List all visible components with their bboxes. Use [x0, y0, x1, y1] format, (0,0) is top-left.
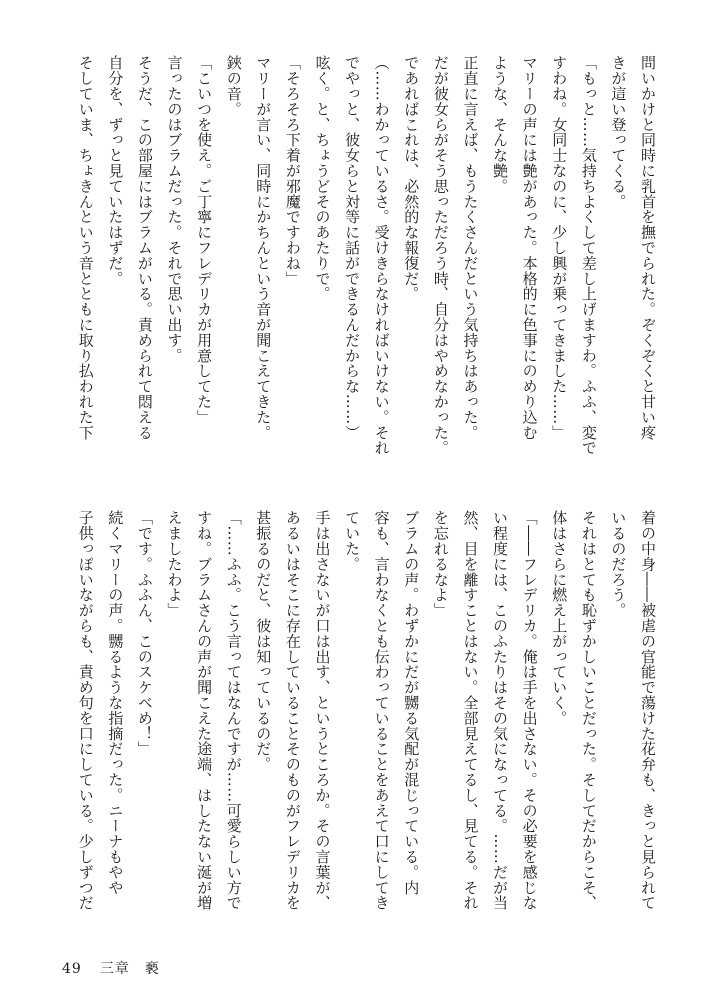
text-line: ような、そんな艶。 [491, 55, 510, 194]
text-line: 呟く。と、ちょうどそのあたりで。 [313, 55, 332, 302]
text-line: そうだ、この部屋にはブラムがいる。責められて悶える [135, 55, 154, 440]
chapter-title: 三章 褻 [99, 961, 160, 977]
text-line: ていた。 [343, 510, 362, 572]
text-line: 「……ふふ。こう言ってはなんですが……可愛らしい方で [224, 510, 243, 911]
text-line: 着の中身――被虐の官能で蕩けた花弁も、きっと見られて [639, 510, 657, 911]
text-line: すね。ブラムさんの声が聞こえた途端、はしたない涎が増 [195, 510, 214, 911]
text-line: えましたわよ」 [165, 510, 184, 618]
text-line: （……わかっているさ。受けきらなければいけない。それ [372, 55, 391, 456]
text-line: を忘れるなよ」 [431, 510, 450, 618]
text-line: 鋏の音。 [224, 55, 243, 117]
text-line: 「です。ふふん、このスケベめ！」 [135, 510, 154, 757]
folio [62, 958, 178, 978]
text-block-lower [48, 510, 655, 953]
text-line: 「こいつを使え。ご丁寧にフレデリカが用意してた」 [195, 55, 214, 425]
text-line: いるのだろう。 [609, 510, 628, 618]
text-line: マリーの声には艶があった。本格的に色事にのめり込む [520, 55, 539, 440]
text-line: 甚振るのだと、彼は知っているのだ。 [254, 510, 273, 772]
text-line: い程度には、このふたりはその気になってる。……だが当 [491, 510, 510, 911]
text-line: 問いかけと同時に乳首を撫でられた。ぞくぞくと甘い疼 [639, 55, 657, 440]
text-line: 手は出さないが口は出す、というところか。その言葉が、 [313, 510, 332, 911]
text-line: あるいはそこに存在していることそのものがフレデリカを [283, 510, 302, 911]
text-line: そしていま、ちょきんという音とともに取り払われた下 [76, 55, 95, 440]
text-line: 言ったのはブラムだった。それで思い出す。 [165, 55, 184, 363]
text-line: だが彼女らがそう思っただろう時、自分はやめなかった。 [431, 55, 450, 456]
text-line: 容も、言わなくとも伝わっていることをあえて口にしてき [372, 510, 391, 911]
text-line: きが這い登ってくる。 [609, 55, 628, 209]
text-line: 自分を、ずっと見ていたはずだ。 [106, 55, 125, 286]
text-line: マリーが言い、同時にかちんという音が聞こえてきた。 [254, 55, 273, 440]
text-line: 「もっと……気持ちよくして差し上げますわ。ふふ、変で [579, 55, 598, 456]
text-line: すわね。女同士なのに、少し興が乗ってきました……」 [550, 55, 569, 440]
text-line: 続くマリーの声。嬲るような指摘だった。ニーナもやや [106, 510, 125, 895]
text-line: 体はさらに燃え上がっていく。 [550, 510, 569, 726]
text-line: それはとても恥ずかしいことだった。そしてだからこそ、 [579, 510, 598, 911]
text-line: 「――フレデリカ。俺は手を出さない。その必要を感じな [520, 510, 539, 911]
text-line: でやっと、彼女らと対等に話ができるんだからな……） [343, 55, 362, 440]
text-line: 正直に言えば、もうたくさんだという気持ちはあった。 [461, 55, 480, 440]
text-line: であればこれは、必然的な報復だ。 [402, 55, 421, 302]
text-line: 然、目を離すことはない。全部見えてるし、見てる。それ [461, 510, 480, 911]
text-line: 子供っぽいながらも、責め句を口にしている。少しずつだ [76, 510, 95, 911]
text-block-upper [63, 55, 655, 495]
text-line: ブラムの声。わずかにだが嬲る気配が混じっている。内 [402, 510, 421, 895]
page-number: 49 [62, 961, 82, 977]
text-line: 「そろそろ下着が邪魔ですわね」 [283, 55, 302, 286]
